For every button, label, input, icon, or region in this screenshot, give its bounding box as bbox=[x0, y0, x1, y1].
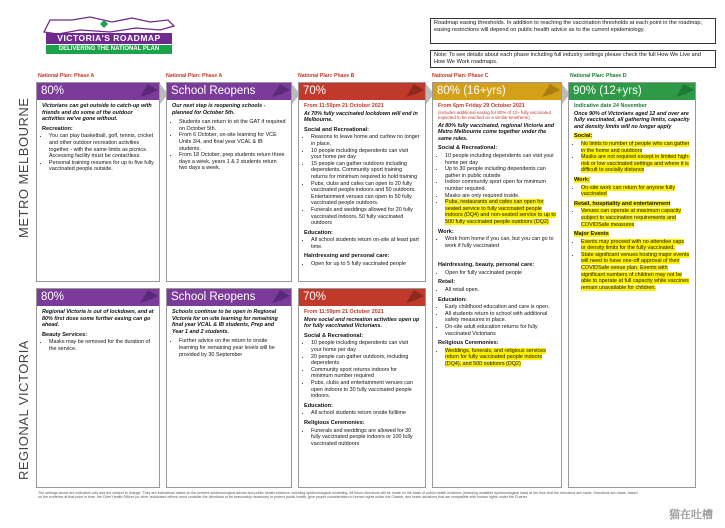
highlight-text: State significant venues hosting major events will need to have one-off approval of their COVIDSafe venue plan. Events with significant numbers of children may not be able to operate at full capacity while vaccines remain unavailable for children. bbox=[581, 251, 690, 291]
list-item-highlight bbox=[581, 154, 690, 174]
list-item: • 10 people including dependents can visit your home per day bbox=[311, 148, 420, 161]
highlight-text: Pubs, restaurants and cafes can open for seated service to fully vaccinated people indoors (DQ4) and non-seated service to up to 500 fully vaccinated people outdoors (DQ2) bbox=[445, 199, 556, 225]
section-heading-text: Major Events bbox=[574, 231, 609, 238]
logo-subtitle: DELIVERING THE NATIONAL PLAN bbox=[46, 45, 172, 54]
section-heading: Retail: bbox=[438, 279, 456, 286]
info-box: Roadmap easing thresholds. In addition to reaching the vaccination thresholds at each point in the roadmap, easing restrictions will depend on public health advice as to the current epidemiology. bbox=[430, 18, 716, 44]
flag-icon bbox=[138, 288, 160, 305]
flag-icon bbox=[404, 82, 426, 99]
list-item: • From 6 October, on-site learning for VCE Units 3/4, and final year VCAL & IB students. bbox=[179, 132, 286, 152]
section-heading: Social & Recreational: bbox=[304, 332, 364, 339]
regional-col-70 bbox=[298, 288, 426, 488]
footer-disclaimer: The settings above are indicative only and are subject to change. They are indications based on the present epidemiological advice and public health evidence including epidemiological modelling. All future directions will be made on the basis of public health evidence (including available epidemiological data) at the time that the directions are made. Directions are made, based on the evidence at that point in time, the Chief Health Officer (or other authorised officer) must consider the directions to be reasonably necessary to protect public health, give proper consideration to human rights under the Charter, and make decisions that are compatible with human rights under the Charter. bbox=[38, 491, 638, 500]
section-heading: Religious Ceremonies: bbox=[304, 419, 365, 426]
list-item: • Masks are only required inside. bbox=[445, 193, 556, 200]
logo-title: VICTORIA'S ROADMAP bbox=[46, 33, 172, 44]
highlight-text: Weddings, funerals, and religious services return for fully vaccinated people indoors (DQ4), and 500 outdoors (DQ2) bbox=[445, 347, 546, 367]
list-item: • All students return to school with additional safety measures in place. bbox=[445, 311, 556, 324]
region-label-regional: REGIONAL VICTORIA bbox=[16, 340, 31, 480]
col-head-label: 80% (16+yrs) bbox=[437, 85, 506, 97]
list-item: • Indoor community sport open for minimum number required. bbox=[445, 179, 556, 192]
col-intro: Victorians can get outside to catch-up with friends and do some of the outdoor activities we've gone without. bbox=[42, 103, 152, 123]
section-heading: Recreation: bbox=[42, 125, 73, 132]
col-intro: Schools continue to be open in Regional Victoria for on-site learning for remaining final year VCAL & IB students, Prep and Year 1 and 2 students. bbox=[172, 309, 278, 335]
col-head-label: School Reopens bbox=[171, 85, 256, 97]
metro-col-school bbox=[166, 82, 292, 282]
list-item-highlight bbox=[581, 208, 690, 228]
col-intro: Once 90% of Victorians aged 12 and over are fully vaccinated, all gathering limits, capacity and density limits will no longer apply bbox=[574, 110, 690, 130]
col-date-note: (includes additional easing for 80% of 12+ fully vaccinated expected to be reached on a similar timeframe) bbox=[438, 109, 551, 120]
col-head-label: 70% bbox=[303, 291, 327, 303]
list-item: • Up to 30 people including dependents can gather in public outside bbox=[445, 166, 556, 179]
regional-col-80 bbox=[36, 288, 160, 488]
col-date: From 11:59pm 21 October 2021 bbox=[304, 309, 384, 315]
metro-col-70 bbox=[298, 82, 426, 282]
col-head-label: 80% bbox=[41, 291, 65, 303]
phase-tag: National Plan: Phase C bbox=[432, 73, 489, 79]
flag-icon bbox=[138, 82, 160, 99]
highlight-text: Events may proceed with no attendee caps or density limits for the fully vaccinated. bbox=[581, 238, 685, 252]
section-heading: Education: bbox=[304, 402, 333, 409]
section-heading: Work: bbox=[438, 228, 454, 235]
section-heading: Hairdressing and personal care: bbox=[304, 253, 390, 260]
list-item: • 20 people can gather outdoors, including dependents bbox=[311, 354, 420, 367]
col-intro: At 70% fully vaccinated lockdown will end in Melbourne. bbox=[304, 110, 418, 124]
list-item: • Pubs, clubs and cafes can open to 20 fully vaccinated people indoors and 50 outdoors. Entertainment venues can open to 50 fully vaccinated people outdoors. bbox=[311, 181, 420, 207]
flag-icon bbox=[270, 82, 292, 99]
section-heading-text: Social: bbox=[574, 133, 593, 140]
section-heading: Education: bbox=[304, 229, 333, 236]
phase-tag: National Plan: Phase D bbox=[570, 73, 627, 79]
section-heading: Social & Recreational: bbox=[438, 145, 498, 152]
phase-tag: National Plan: Phase A bbox=[166, 73, 223, 79]
highlight-text: No limits to number of people who can gather in the home and outdoors bbox=[581, 140, 690, 154]
list-item: • Work from home if you can, but you can go to work if fully vaccinated bbox=[445, 236, 556, 249]
list-item: • All school students return on-site at least part time. bbox=[311, 237, 420, 250]
highlight-text: Venues can operate at maximum capacity subject to vaccination requirements and COVIDSafe measures bbox=[581, 208, 682, 228]
list-item: • All retail open. bbox=[445, 287, 556, 294]
section-heading: Beauty Services: bbox=[42, 331, 88, 338]
col-head-label: 90% (12+yrs) bbox=[573, 85, 642, 97]
list-item: • Open for up to 5 fully vaccinated people bbox=[311, 261, 420, 268]
section-heading: Education: bbox=[438, 296, 467, 303]
watermark: 猫在吐槽 bbox=[669, 509, 713, 521]
list-item: • 10 people including dependents can visit your home per day bbox=[311, 340, 420, 353]
col-head-label: 70% bbox=[303, 85, 327, 97]
col-intro: At 80% fully vaccinated, regional Victoria and Metro Melbourne come together under the same rules. bbox=[438, 122, 555, 142]
col-head-label: School Reopens bbox=[171, 291, 256, 303]
highlight-text: On-site work can return for anyone fully vaccinated bbox=[581, 184, 676, 198]
col-intro: Our next step is reopening schools - planned for October 5th. bbox=[172, 103, 266, 116]
col-intro: Regional Victoria is out of lockdown, and at 80% first dose some further easing can go ahead. bbox=[42, 309, 154, 329]
col-date: From 11:59pm 21 October 2021 bbox=[304, 103, 384, 109]
flag-icon bbox=[674, 82, 696, 99]
list-item: • Students can return to sit the GAT if required on October 5th. bbox=[179, 119, 286, 132]
list-item: • Funerals and weddings allowed for 20 fully vaccinated indoors, 50 fully vaccinated outdoors bbox=[311, 207, 420, 227]
list-item-highlight bbox=[445, 348, 556, 368]
list-item: • Masks may be removed for the duration of the service. bbox=[49, 339, 154, 352]
list-item-highlight bbox=[581, 252, 690, 292]
section-heading bbox=[574, 201, 690, 208]
list-item: • All school students return onsite fulltime bbox=[311, 410, 420, 417]
section-heading: Social and Recreational: bbox=[304, 126, 369, 133]
col-intro: More social and recreation activities open up for fully vaccinated Victorians. bbox=[304, 316, 420, 330]
regional-col-school bbox=[166, 288, 292, 488]
section-heading bbox=[574, 177, 690, 184]
note-box: Note: To see details about each phase including full industry settings please check the full How We Live and How We Work roadmaps. bbox=[430, 50, 716, 68]
list-item: • Funerals and weddings are allowed for 30 fully vaccinated people indoors or 100 fully vaccinated outdoors bbox=[311, 428, 420, 448]
list-item: • Early childhood education and care is open. bbox=[445, 304, 556, 311]
section-heading-text: Work: bbox=[574, 176, 590, 183]
list-item: • 10 people including dependents can visit your home per day bbox=[445, 153, 556, 166]
section-heading-text: Retail, hospitality and entertainment bbox=[574, 200, 671, 207]
section-heading: Hairdressing, beauty, personal care: bbox=[438, 262, 535, 269]
list-item: • Personal training resumes for up to five fully vaccinated people outside. bbox=[49, 160, 154, 173]
list-item: • From 18 October, prep students return three days a week, years 1 & 2 students return two days a week. bbox=[179, 152, 286, 172]
flag-icon bbox=[270, 288, 292, 305]
list-item-highlight bbox=[581, 185, 690, 198]
phase-tag: National Plan: Phase B bbox=[298, 73, 355, 79]
col-date: From 6pm Friday 29 October 2021 bbox=[438, 103, 525, 109]
phase-d-col bbox=[568, 82, 696, 488]
phase-c-col bbox=[432, 82, 562, 488]
list-item: • Pubs, clubs and entertainment venues can open indoors to 30 fully vaccinated people indoors. bbox=[311, 380, 420, 400]
section-heading bbox=[574, 133, 690, 140]
section-heading bbox=[574, 231, 690, 238]
list-item: • 15 people can gather outdoors including dependents. Community sport training returns for minimum required to hold training bbox=[311, 161, 420, 181]
list-item-highlight bbox=[445, 199, 556, 225]
flag-icon bbox=[404, 288, 426, 305]
highlight-text: Masks are not required except in limited high-risk or low vaccinated settings and where it is difficult to socially distance bbox=[581, 154, 690, 174]
flag-icon bbox=[540, 82, 562, 99]
phase-tag: National Plan: Phase A bbox=[38, 73, 95, 79]
list-item: • Reasons to leave home and curfew no longer in place. bbox=[311, 134, 420, 147]
list-item: • Further advice on the return to onsite learning for remaining year levels will be provided by 30 September bbox=[179, 338, 286, 358]
metro-col-80 bbox=[36, 82, 160, 282]
list-item: • Open for fully vaccinated people bbox=[445, 270, 556, 277]
list-item: • Community sport returns indoors for minimum number required bbox=[311, 367, 420, 380]
list-item: • You can play basketball, golf, tennis, cricket and other outdoor recreation activities together - with the same limits as picnics. Accessing facility must be contactless. bbox=[49, 133, 154, 159]
list-item: • On-site adult education returns for fully vaccinated Victorians bbox=[445, 324, 556, 337]
col-head-label: 80% bbox=[41, 85, 65, 97]
list-item-highlight bbox=[581, 239, 690, 252]
col-date: Indicative date 24 November bbox=[574, 103, 647, 109]
list-item-highlight bbox=[581, 141, 690, 154]
section-heading: Religious Ceremonies: bbox=[438, 340, 499, 347]
region-label-metro: METRO MELBOURNE bbox=[16, 97, 31, 238]
